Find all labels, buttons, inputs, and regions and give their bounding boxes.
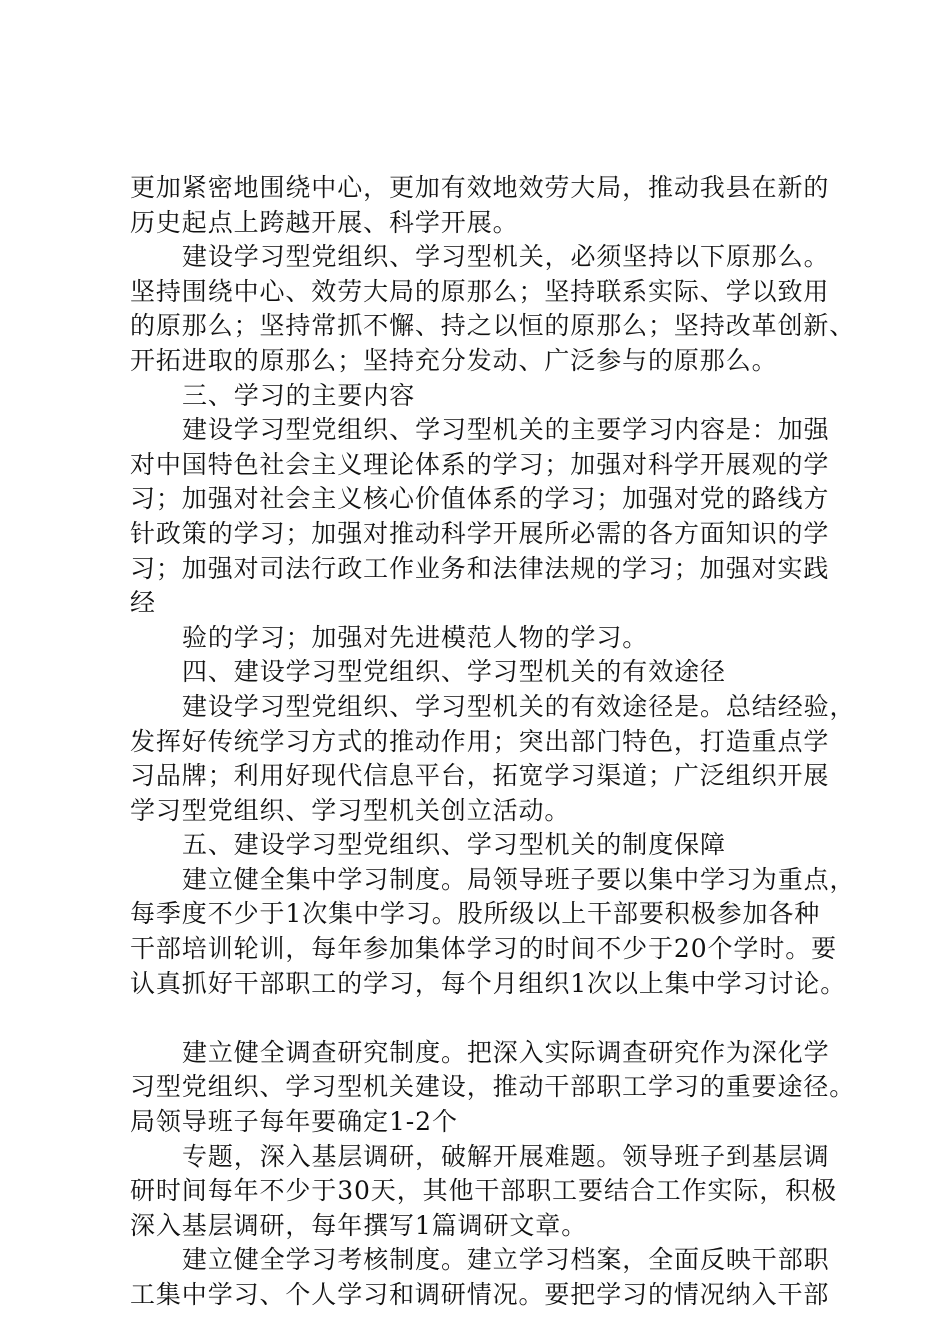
text-line: 建设学习型党组织、学习型机关的有效途径是。总结经验， xyxy=(182,691,856,721)
text-line: 工集中学习、个人学习和调研情况。要把学习的情况纳入干部 xyxy=(130,1280,830,1309)
text-line: 经 xyxy=(130,588,156,618)
text-line: 研时间每年不少于30天，其他干部职工要结合工作实际，积极 xyxy=(130,1176,838,1206)
text-line: 习品牌；利用好现代信息平台，拓宽学习渠道；广泛组织开展 xyxy=(130,761,830,791)
text-line: 建设学习型党组织、学习型机关的主要学习内容是：加强 xyxy=(182,415,830,445)
text-line: 认真抓好干部职工的学习，每个月组织1次以上集中学习讨论。 xyxy=(130,968,847,998)
text-line: 深入基层调研，每年撰写1篇调研文章。 xyxy=(130,1210,588,1240)
text-line: 干部培训轮训，每年参加集体学习的时间不少于20个学时。要 xyxy=(130,934,838,964)
text-line: 建立健全学习考核制度。建立学习档案，全面反映干部职 xyxy=(182,1245,830,1275)
text-line: 建立健全集中学习制度。局领导班子要以集中学习为重点， xyxy=(182,864,856,894)
text-line: 每季度不少于1次集中学习。股所级以上干部要积极参加各种 xyxy=(130,899,821,929)
text-line: 习型党组织、学习型机关建设，推动干部职工学习的重要途径。 xyxy=(130,1072,856,1102)
text-line: 针政策的学习；加强对推动科学开展所必需的各方面知识的学 xyxy=(130,518,830,548)
text-line: 坚持围绕中心、效劳大局的原那么；坚持联系实际、学以致用 xyxy=(130,276,830,306)
text-line: 建立健全调查研究制度。把深入实际调查研究作为深化学 xyxy=(182,1037,830,1067)
text-line: 对中国特色社会主义理论体系的学习；加强对科学开展观的学 xyxy=(130,449,830,479)
text-line: 发挥好传统学习方式的推动作用；突出部门特色，打造重点学 xyxy=(130,726,830,756)
text-line: 开拓进取的原那么；坚持充分发动、广泛参与的原那么。 xyxy=(130,345,778,375)
text-line: 的原那么；坚持常抓不懈、持之以恒的原那么；坚持改革创新、 xyxy=(130,311,856,341)
text-line: 建设学习型党组织、学习型机关，必须坚持以下原那么。 xyxy=(182,242,830,272)
body-text xyxy=(130,171,856,1313)
text-line: 五、建设学习型党组织、学习型机关的制度保障 xyxy=(182,830,726,860)
text-line: 四、建设学习型党组织、学习型机关的有效途径 xyxy=(182,657,726,687)
text-line: 局领导班子每年要确定1-2个 xyxy=(130,1107,458,1137)
text-line: 学习型党组织、学习型机关创立活动。 xyxy=(130,795,571,825)
text-line: 习；加强对司法行政工作业务和法律法规的学习；加强对实践 xyxy=(130,553,830,583)
text-line: 专题，深入基层调研，破解开展难题。领导班子到基层调 xyxy=(182,1141,830,1171)
text-line: 习；加强对社会主义核心价值体系的学习；加强对党的路线方 xyxy=(130,484,830,514)
text-line: 历史起点上跨越开展、科学开展。 xyxy=(130,207,519,237)
paragraph-gap xyxy=(130,1001,830,1036)
text-line: 验的学习；加强对先进模范人物的学习。 xyxy=(182,622,649,652)
text-line: 更加紧密地围绕中心，更加有效地效劳大局，推动我县在新的 xyxy=(130,173,830,202)
text-line: 三、学习的主要内容 xyxy=(182,380,416,410)
